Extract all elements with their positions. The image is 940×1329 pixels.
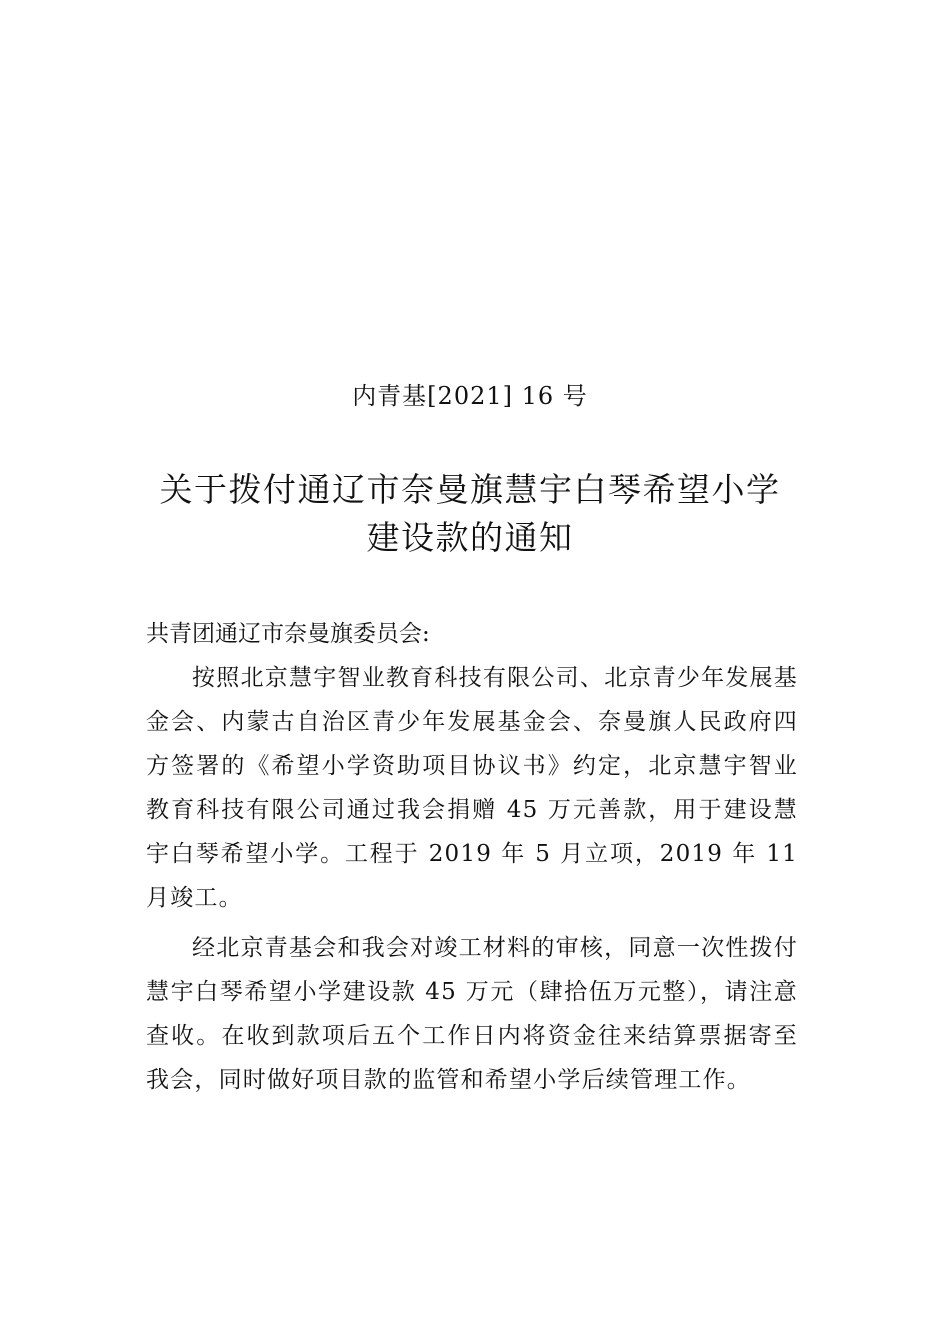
- document-title-line-1: 关于拨付通辽市奈曼旗慧宇白琴希望小学: [159, 470, 781, 509]
- salutation: 共青团通辽市奈曼旗委员会:: [146, 621, 430, 647]
- document-title: [0, 466, 940, 562]
- body-paragraph-2: 经北京青基会和我会对竣工材料的审核，同意一次性拨付慧宇白琴希望小学建设款 45 万元（肆拾伍万元整），请注意查收。在收到款项后五个工作日内将资金往来结算票据寄至我会，同时做好项目款的监管和希望小学后续管理工作。: [146, 935, 798, 1093]
- document-title-line-2: 建设款的通知: [366, 518, 574, 557]
- document-body: [146, 656, 798, 1102]
- document-number: 内青基[2021] 16 号: [352, 382, 588, 410]
- body-paragraph-1: 按照北京慧宇智业教育科技有限公司、北京青少年发展基金会、内蒙古自治区青少年发展基金会、奈曼旗人民政府四方签署的《希望小学资助项目协议书》约定，北京慧宇智业教育科技有限公司通过我会捐赠 45 万元善款，用于建设慧宇白琴希望小学。工程于 2019 年 5 月立项，2019 年 11 月竣工。: [146, 665, 798, 911]
